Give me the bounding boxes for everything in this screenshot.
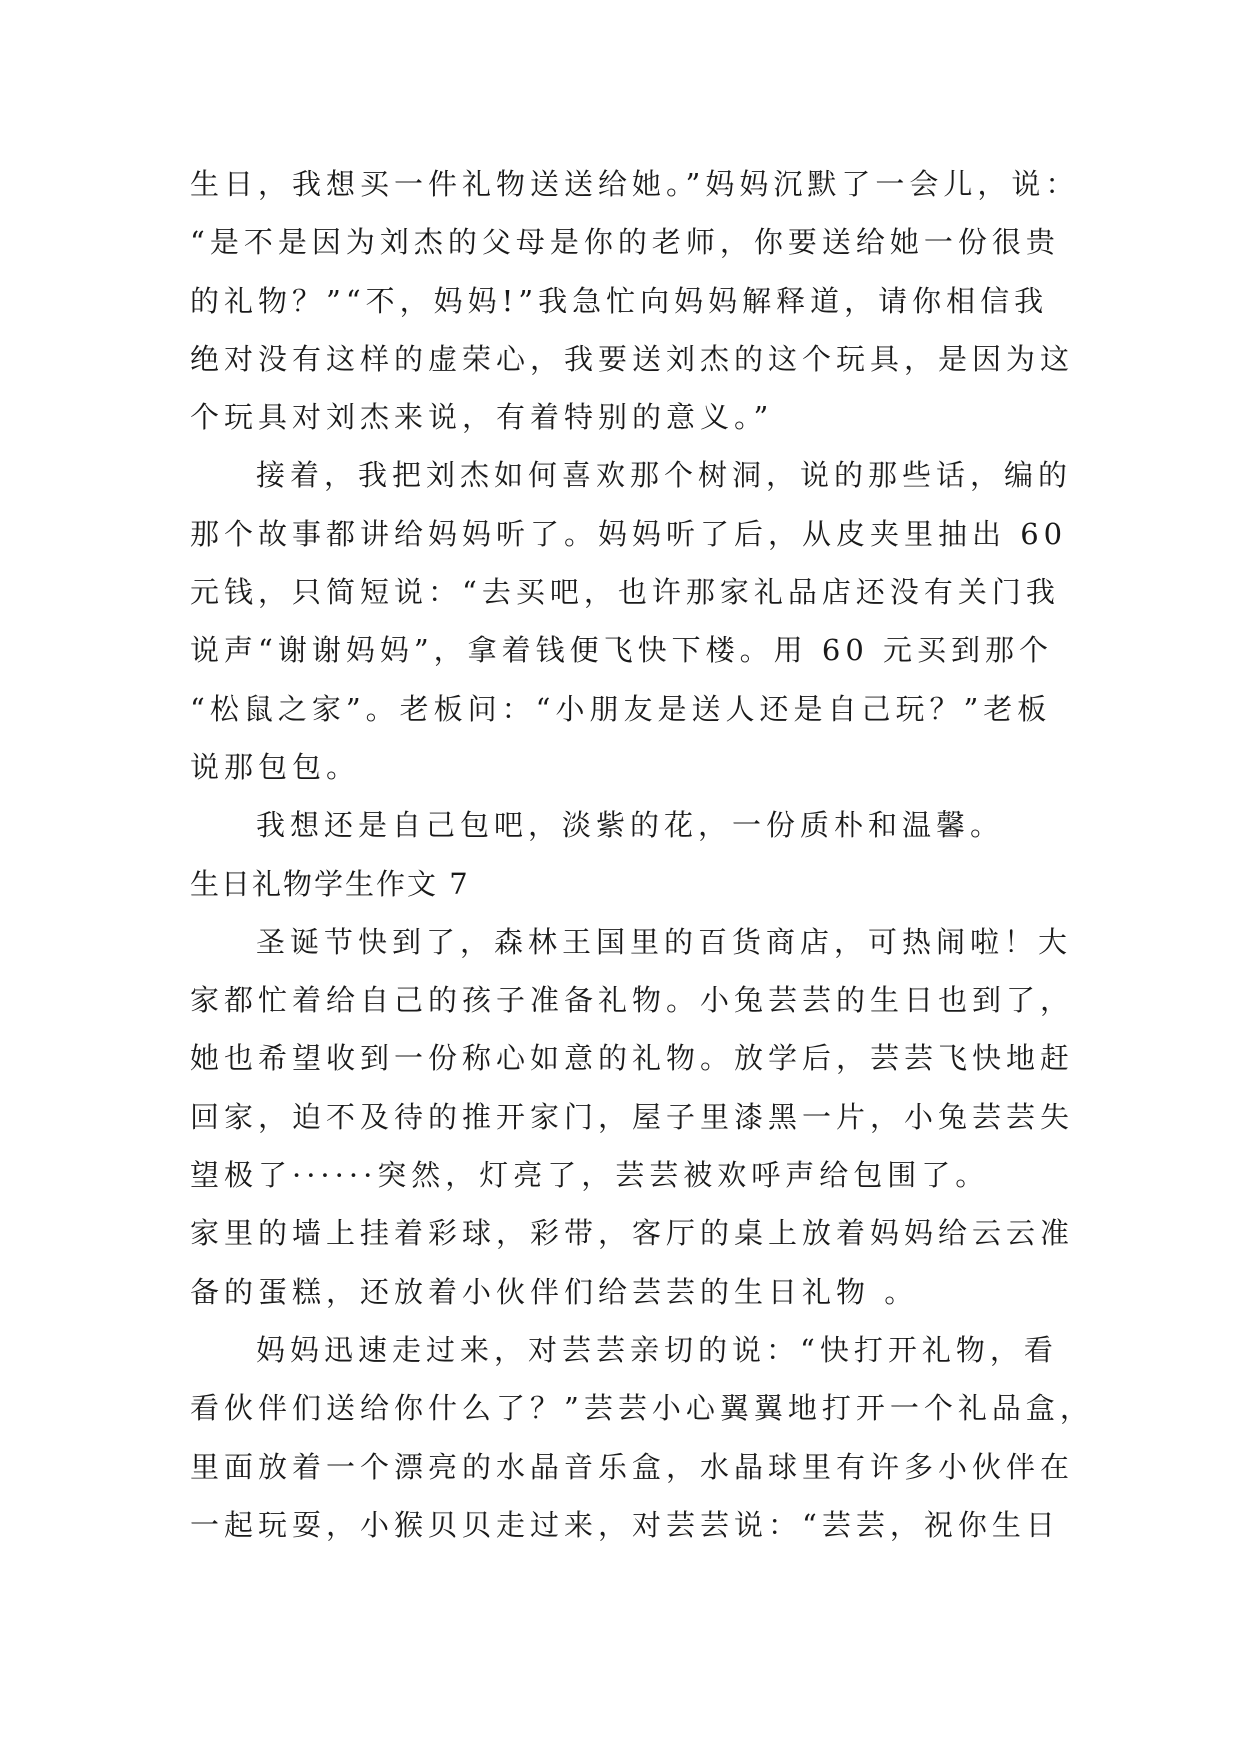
- text-line: 里面放着一个漂亮的水晶音乐盒，水晶球里有许多小伙伴在: [190, 1449, 1075, 1484]
- text-line: 我想还是自己包吧，淡紫的花，一份质朴和温馨。: [256, 808, 1005, 843]
- text-line: 她也希望收到一份称心如意的礼物。放学后，芸芸飞快地赶: [190, 1041, 1075, 1076]
- text-line: 说那包包。: [190, 749, 361, 784]
- text-line: 说声“谢谢妈妈”，拿着钱便飞快下楼。用 60 元买到那个: [190, 633, 1053, 668]
- text-line: 接着，我把刘杰如何喜欢那个树洞，说的那些话，编的: [256, 458, 1073, 493]
- text-line: 绝对没有这样的虚荣心，我要送刘杰的这个玩具，是因为这: [190, 341, 1075, 376]
- text-line: 一起玩耍，小猴贝贝走过来，对芸芸说：“芸芸，祝你生日: [190, 1507, 1060, 1542]
- text-line: 家里的墙上挂着彩球，彩带，客厅的桌上放着妈妈给云云准: [190, 1216, 1075, 1251]
- document-body: [190, 155, 1094, 1554]
- text-line: 回家，迫不及待的推开家门，屋子里漆黑一片，小兔芸芸失: [190, 1099, 1075, 1134]
- text-line: 望极了······突然，灯亮了，芸芸被欢呼声给包围了。: [190, 1158, 990, 1193]
- text-line: 生日，我想买一件礼物送送给她。”妈妈沉默了一会儿，说：: [190, 167, 1080, 201]
- text-line: 妈妈迅速走过来，对芸芸亲切的说：“快打开礼物，看: [256, 1332, 1058, 1367]
- text-line: 个玩具对刘杰来说，有着特别的意义。”: [190, 400, 774, 435]
- text-line: 的礼物？”“不，妈妈!”我急忙向妈妈解释道，请你相信我: [190, 283, 1049, 318]
- text-line: 圣诞节快到了，森林王国里的百货商店，可热闹啦！大: [256, 924, 1073, 959]
- text-line: 备的蛋糕，还放着小伙伴们给芸芸的生日礼物 。: [190, 1274, 919, 1309]
- section-heading: 生日礼物学生作文 7: [190, 866, 470, 901]
- text-line: “松鼠之家”。老板问：“小朋友是送人还是自己玩？”老板: [190, 691, 1052, 726]
- text-line: 那个故事都讲给妈妈听了。妈妈听了后，从皮夹里抽出 60: [190, 516, 1068, 551]
- text-line: 家都忙着给自己的孩子准备礼物。小兔芸芸的生日也到了，: [190, 983, 1075, 1018]
- text-line: “是不是因为刘杰的父母是你的老师，你要送给她一份很贵: [190, 225, 1060, 260]
- text-line: 元钱，只简短说：“去买吧，也许那家礼品店还没有关门我: [190, 575, 1060, 610]
- text-line: 看伙伴们送给你什么了？”芸芸小心翼翼地打开一个礼品盒，: [190, 1391, 1094, 1426]
